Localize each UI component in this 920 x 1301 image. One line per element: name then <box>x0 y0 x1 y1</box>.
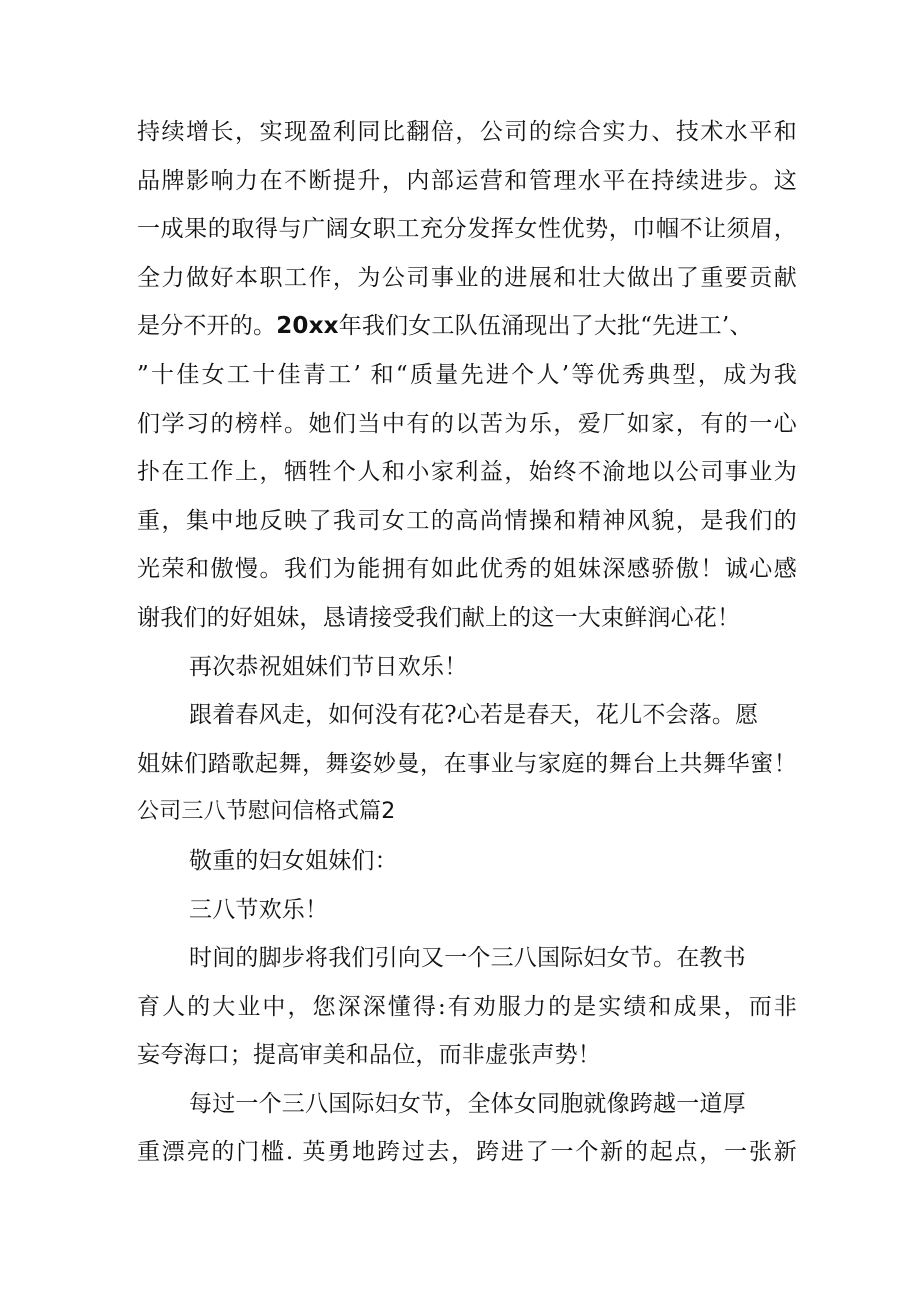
paragraph-line: 全力做好本职工作，为公司事业的进展和壮大做出了重要贡献 <box>137 264 797 291</box>
document-body <box>137 108 797 1177</box>
paragraph-line: 扑在工作上，牺牲个人和小家利益，始终不渝地以公司事业为 <box>137 459 797 486</box>
paragraph-line: 重，集中地反映了我司女工的高尚情操和精神风貌，是我们的 <box>137 507 797 534</box>
paragraph-line: 谢我们的好姐妹，恳请接受我们献上的这一大束鲜润心花！ <box>137 604 741 631</box>
paragraph-line: ”十佳女工十佳青工’ 和“质量先进个人’等优秀典型，成为我 <box>137 361 797 388</box>
salutation: 敬重的妇女姐妹们： <box>189 847 398 874</box>
paragraph-line: 育人的大业中，您深深懂得:有劝服力的是实绩和成果，而非 <box>137 993 797 1020</box>
paragraph-line: 光荣和傲慢。我们为能拥有如此优秀的姐妹深感骄傲！诚心感 <box>137 556 797 583</box>
paragraph-line: 一成果的取得与广阔女职工充分发挥女性优势，巾帼不让须眉， <box>137 216 797 243</box>
paragraph-line: 持续增长，实现盈利同比翻倍，公司的综合实力、技术水平和 <box>137 119 797 145</box>
paragraph-line-with-year <box>137 302 797 351</box>
paragraph-line: 重漂亮的门槛. 英勇地跨过去，跨进了一个新的起点，一张新 <box>137 1139 797 1166</box>
section-heading: 公司三八节慰问信格式篇2 <box>137 799 396 825</box>
paragraph-line: 跟着春风走，如何没有花?心若是春天，花儿不会落。愿 <box>189 702 759 729</box>
paragraph-line: 再次恭祝姐妹们节日欢乐！ <box>189 653 468 680</box>
paragraph-line: 妄夸海口；提高审美和品位，而非虚张声势！ <box>137 1042 601 1069</box>
paragraph-line: 姐妹们踏歌起舞，舞姿妙曼，在事业与家庭的舞台上共舞华蜜！ <box>137 750 797 777</box>
paragraph-line: 品牌影响力在不断提升，内部运营和管理水平在持续进步。这 <box>137 167 797 194</box>
paragraph-line: 时间的脚步将我们引向又一个三八国际妇女节。在教书 <box>189 945 746 972</box>
paragraph-line: 们学习的榜样。她们当中有的以苦为乐，爱厂如家，有的一心 <box>137 410 797 437</box>
paragraph-line-part: 年我们女工队伍涌现出了大批“先进工’、 <box>338 313 753 340</box>
paragraph-line-part: 是分不开的。 <box>137 313 277 340</box>
greeting: 三八节欢乐！ <box>189 896 329 923</box>
year-text: 20xx <box>276 313 339 340</box>
paragraph-line: 每过一个三八国际妇女节，全体女同胞就像跨越一道厚 <box>189 1090 746 1117</box>
